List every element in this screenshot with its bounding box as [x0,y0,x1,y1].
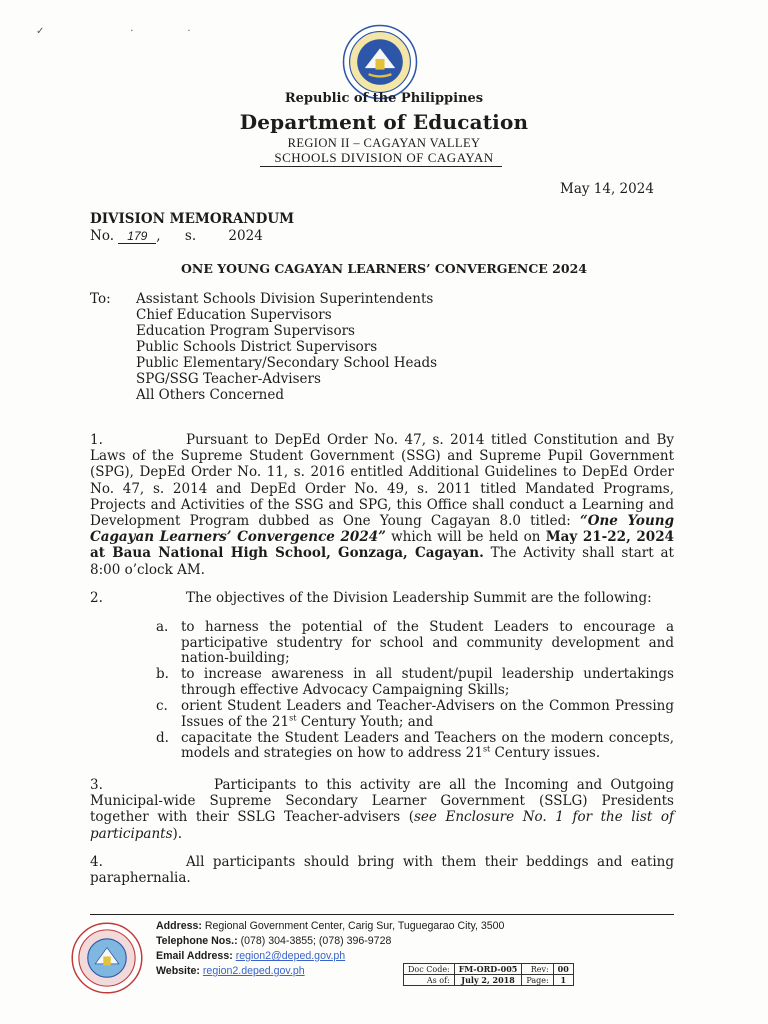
doc-code-label: Doc Code: [404,964,455,975]
paragraph-text: Participants to this activity are all the Incoming and Outgoing Municipal-wide Supreme Secondary Learner Government (SSLG) Presidents together with their SSLG Teacher-advisers ( [90,777,674,826]
doc-code-value: FM-ORD-005 [454,964,522,975]
recipient-item: Public Schools District Supervisors [136,339,378,355]
paragraph-text: All participants should bring with them their beddings and eating paraphernalia. [90,854,674,887]
recipient-item: Public Elementary/Secondary School Heads [136,355,438,371]
to-label: To: [90,291,111,307]
paragraph-3 [90,777,674,842]
recipient-item: Education Program Supervisors [136,323,355,339]
recipient-item: SPG/SSG Teacher-Advisers [136,371,321,387]
as-of-label: As of: [404,975,455,986]
regional-office-logo [70,921,144,995]
document-control-table [403,963,574,986]
event-title: “One Young Cagayan Learners’ Convergence 2024” [90,513,675,546]
footer-divider [90,914,674,915]
paragraph-2 [90,590,674,606]
objective-item [156,699,674,730]
objective-text: to harness the potential of the Student Leaders to encourage a participative studentry for school and community development and nation-building; [181,619,674,667]
objective-letter: b. [156,666,169,683]
objective-text: capacitate the Student Leaders and Teachers on the modern concepts, models and strategies on how to address 21 [181,729,674,762]
objective-item [156,620,674,667]
region-heading: REGION II – CAGAYAN VALLEY [287,136,481,150]
objective-text: Century issues. [490,745,601,762]
memo-series-label: s. [184,228,197,244]
objective-letter: d. [156,729,169,746]
event-schedule: May 21-22, 2024 at Baua National High School, Gonzaga, Cagayan. [90,529,674,562]
footer-address: Address: Regional Government Center, Carig Sur, Tuguegarao City, 3500 [156,920,505,932]
paragraph-1 [90,432,674,578]
footer-email: Email Address: region2@deped.gov.ph [156,950,346,962]
objective-text: orient Student Leaders and Teacher-Advisers on the Common Pressing Issues of the 21 [181,697,674,730]
objective-letter: c. [156,697,168,714]
page-value: 1 [553,975,573,986]
republic-heading: Republic of the Philippines [284,91,484,106]
paragraph-text: The Activity shall start at 8:00 o’clock AM. [90,545,674,578]
email-link[interactable]: region2@deped.gov.ph [235,950,346,962]
ordinal-suffix: st [289,713,297,723]
paragraph-number: 2. [90,590,103,606]
rev-label: Rev: [522,964,553,975]
paragraph-number: 4. [90,854,103,870]
objective-text: to increase awareness in all student/pupil leadership undertakings through effective Advocacy Campaigning Skills; [181,666,674,698]
website-link[interactable]: region2.deped.gov.ph [202,965,305,977]
objective-text: Century Youth; and [296,713,434,730]
memo-no-label: No. [90,228,114,244]
memo-number: 179 [118,229,156,244]
footer-website: Website: region2.deped.gov.ph [156,965,305,977]
recipient-item: All Others Concerned [136,387,285,403]
objective-item [156,667,674,698]
recipient-list [136,291,437,403]
ordinal-suffix: st [482,744,491,754]
footer-telephone: Telephone Nos.: (078) 304-3855; (078) 396-9728 [156,935,392,947]
memo-title: DIVISION MEMORANDUM [90,211,295,227]
enclosure-note: see Enclosure No. 1 for the list of participants [90,809,674,842]
rev-value: 00 [553,964,573,975]
recipient-item: Assistant Schools Division Superintendents [136,291,434,307]
memo-date: May 14, 2024 [560,181,654,197]
memo-number-line: No. 179 , s. 2024 [90,228,263,244]
scan-marks: ✓ · · [36,26,191,37]
department-heading: Department of Education [239,110,529,134]
memo-subject: ONE YOUNG CAGAYAN LEARNERS’ CONVERGENCE 2024 [181,261,587,276]
paragraph-text: which will be held on [385,529,546,546]
objectives-list [156,620,674,762]
paragraph-text: The objectives of the Division Leadership Summit are the following: [186,590,652,606]
objective-letter: a. [156,619,169,635]
objective-item [156,731,674,762]
as-of-value: July 2, 2018 [454,975,522,986]
header-divider [260,166,502,167]
division-heading: SCHOOLS DIVISION OF CAGAYAN [274,150,494,165]
paragraph-text: ). [172,825,183,842]
page-label: Page: [522,975,553,986]
paragraph-text: Pursuant to DepEd Order No. 47, s. 2014 titled Constitution and By Laws of the Supreme Student Government (SSG) and Supreme Pupil Government (SPG), DepEd Order No. 11, s. 2016 entitled Additional Guidelines to DepEd Order No. 47, s. 2014 and DepEd Order No. 49, s. 2011 titled Mandated Programs, Projects and Activities of the SSG and SPG, this Office shall conduct a Learning and Development Program dubbed as One Young Cagayan 8.0 titled: [90,432,674,530]
deped-seal-logo [342,24,418,100]
memo-year: 2024 [228,228,263,244]
paragraph-number: 1. [90,432,103,448]
paragraph-number: 3. [90,777,103,793]
recipient-item: Chief Education Supervisors [136,307,332,323]
paragraph-4 [90,854,674,886]
